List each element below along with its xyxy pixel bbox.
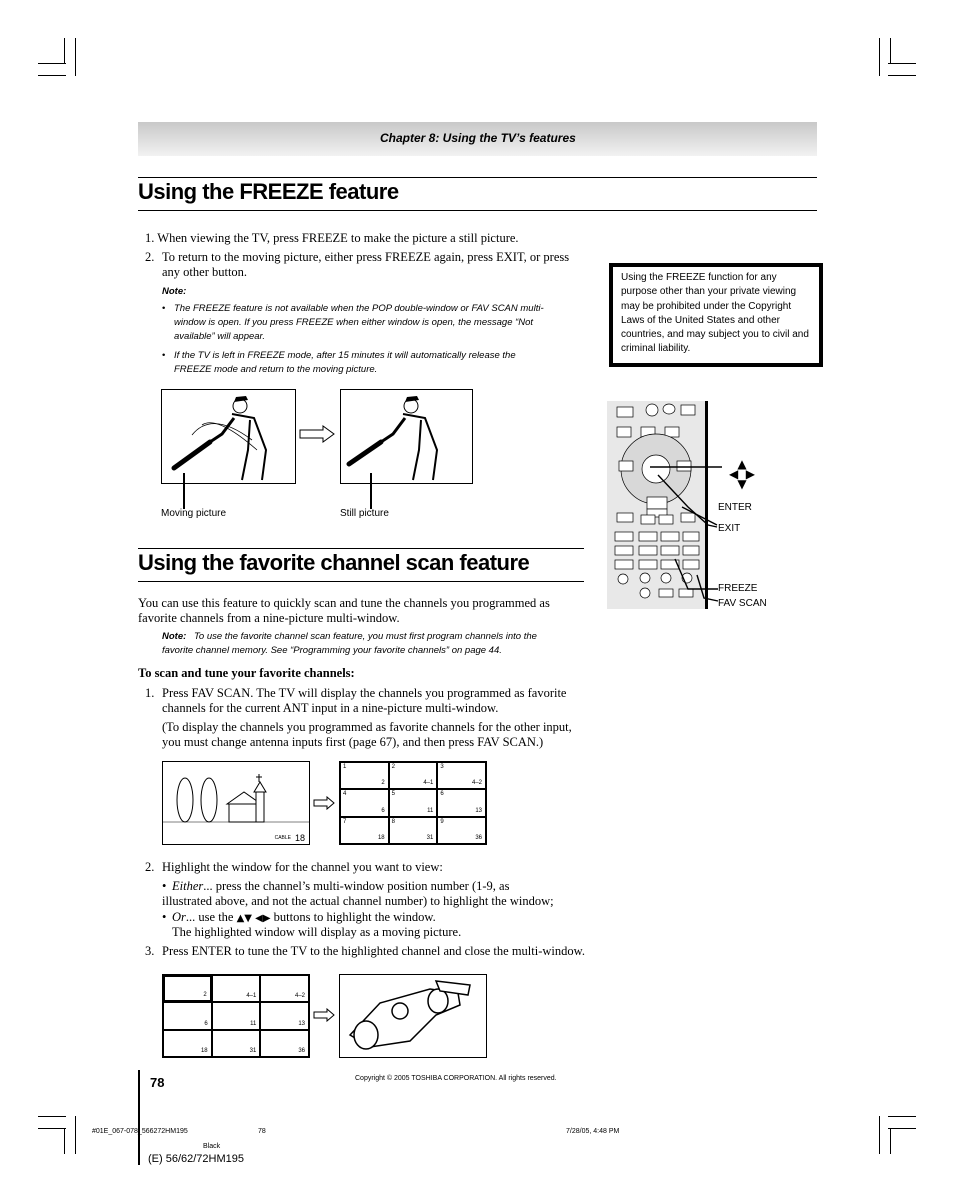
fav-step-1b: (To display the channels you programmed as favorite channels for the other input, you must change antenna inputs first (page 67), and then press FAV SCAN.): [162, 720, 572, 749]
file-page: 78: [258, 1128, 266, 1135]
grid-cell: 6: [163, 1002, 212, 1029]
bullet: •: [162, 879, 167, 893]
copyright-warning-box: Using the FREEZE function for any purpose other than your private viewing may be prohibited under the Copyright Laws of the United States and other countries, and may subject you to civil and criminal liability.: [609, 263, 823, 367]
bullet: •: [162, 350, 166, 361]
still-picture-frame: [340, 389, 473, 484]
fav-step-3: Press ENTER to tune the TV to the highlighted channel and close the multi-window.: [162, 944, 585, 958]
fav-subheading: To scan and tune your favorite channels:: [138, 666, 355, 680]
copyright: Copyright © 2005 TOSHIBA CORPORATION. All rights reserved.: [355, 1075, 557, 1082]
moving-picture-caption: Moving picture: [161, 508, 227, 519]
grid-cell: 1 2: [340, 762, 389, 789]
crop-mark: [888, 1128, 916, 1129]
section-rule: [138, 210, 817, 211]
crop-mark: [879, 1116, 880, 1154]
crop-mark: [888, 75, 916, 76]
grid-cell: 4–1: [212, 975, 261, 1002]
bullet: •: [162, 303, 166, 314]
grid-cell: 4–2: [260, 975, 309, 1002]
fav-either-block: [162, 879, 562, 909]
crop-mark: [888, 1116, 916, 1117]
freeze-note-1: The FREEZE feature is not available when the POP double-window or FAV SCAN multi-window is open. If you press FREEZE when either window is open, the message “Not available” will appear.: [174, 303, 544, 342]
grid-cell: 9 36: [437, 817, 486, 844]
batter-illustration: [162, 390, 295, 483]
cable-channel: 18: [294, 833, 305, 843]
crop-mark: [890, 38, 891, 64]
tuned-channel-picture: [339, 974, 487, 1058]
grid-cell: 3 4–2: [437, 762, 486, 789]
or-post: buttons to highlight the window.: [273, 910, 436, 924]
fav-heading: Using the favorite channel scan feature: [138, 550, 530, 575]
section-rule: [138, 548, 584, 549]
arrow-right-icon: [299, 425, 335, 443]
model-number: (E) 56/62/72HM195: [148, 1153, 244, 1165]
either-text: ... press the channel’s multi-window position number (1-9, as illustrated above, and not the actual channel number) to highlight the window;: [162, 879, 554, 908]
grid-cell: 11: [212, 1002, 261, 1029]
grid-cell-highlighted: 2: [163, 975, 212, 1002]
batter-illustration: [341, 390, 472, 483]
fav-step-1: Press FAV SCAN. The TV will display the channels you programmed as favorite channels for the current ANT input in a nine-picture multi-window.: [162, 686, 567, 715]
arrow-keys-icon: ▲ ◀ ▶ ▼: [728, 457, 756, 491]
fav-step-2-number: 2.: [145, 860, 155, 874]
arrow-right-icon: [313, 1008, 335, 1022]
nine-picture-grid: [339, 761, 487, 845]
section-rule: [138, 177, 817, 178]
crop-mark: [38, 63, 66, 64]
bullet: •: [162, 910, 167, 924]
freeze-step-2: To return to the moving picture, either press FREEZE again, press EXIT, or press any other button.: [162, 250, 570, 279]
caption-pointer: [370, 473, 372, 509]
single-channel-picture: [162, 761, 310, 845]
fav-or-line-2: The highlighted window will display as a moving picture.: [172, 925, 462, 939]
section-rule: [138, 581, 584, 582]
crop-mark: [75, 1116, 76, 1154]
exit-label: EXIT: [718, 523, 741, 534]
nine-picture-grid: [162, 974, 310, 1058]
fav-step-1-number: 1.: [145, 686, 155, 700]
crop-mark: [879, 38, 880, 76]
freeze-step-2-number: 2.: [145, 250, 155, 264]
freeze-note-label: Note:: [162, 286, 187, 297]
crop-mark: [64, 38, 65, 64]
fav-note: To use the favorite channel scan feature, you must first program channels into the favorite channel memory. See “Programming your favorite channels” on page 44.: [162, 631, 537, 656]
freeze-label: FREEZE: [718, 583, 758, 594]
fav-scan-label: FAV SCAN: [718, 598, 767, 609]
either-label: Either: [172, 879, 204, 893]
grid-cell: 18: [163, 1030, 212, 1057]
page-number: 78: [150, 1075, 165, 1090]
arrow-keys-icon: ▲▼ ◀▶: [236, 913, 271, 924]
landscape-illustration: [163, 762, 309, 844]
cable-label: CABLE: [274, 835, 291, 841]
crop-mark: [64, 1128, 65, 1154]
arrow-right-icon: [313, 796, 335, 810]
crop-mark: [38, 1128, 66, 1129]
fav-note-label: Note:: [162, 631, 187, 642]
grid-cell: 4 6: [340, 789, 389, 816]
file-date: 7/28/05, 4:48 PM: [566, 1128, 620, 1135]
race-car-illustration: [340, 975, 486, 1057]
fav-step-2: Highlight the window for the channel you want to view:: [162, 860, 443, 874]
crop-mark: [888, 63, 916, 64]
freeze-heading: Using the FREEZE feature: [138, 179, 399, 204]
grid-cell: 2 4–1: [389, 762, 438, 789]
enter-label: ENTER: [718, 502, 752, 513]
moving-picture-frame: [161, 389, 296, 484]
freeze-note-2: If the TV is left in FREEZE mode, after 15 minutes it will automatically release the FREEZE mode and return to the moving picture.: [174, 350, 516, 375]
grid-cell: 8 31: [389, 817, 438, 844]
crop-mark: [38, 1116, 66, 1117]
or-label: Or: [172, 910, 186, 924]
or-pre: ... use the: [185, 910, 234, 924]
file-name: #01E_067-078_566272HM195: [92, 1128, 188, 1135]
grid-cell: 6 13: [437, 789, 486, 816]
grid-cell: 31: [212, 1030, 261, 1057]
fav-step-3-number: 3.: [145, 944, 155, 958]
still-picture-caption: Still picture: [340, 508, 389, 519]
freeze-step-1: 1. When viewing the TV, press FREEZE to make the picture a still picture.: [145, 231, 519, 245]
caption-pointer: [183, 473, 185, 509]
crop-mark: [38, 75, 66, 76]
crop-mark: [75, 38, 76, 76]
grid-cell: 36: [260, 1030, 309, 1057]
color-label: Black: [203, 1143, 221, 1150]
crop-mark: [890, 1128, 891, 1154]
grid-cell: 13: [260, 1002, 309, 1029]
grid-cell: 5 11: [389, 789, 438, 816]
fav-intro: You can use this feature to quickly scan and tune the channels you programmed as favorite channels from a nine-picture multi-window.: [138, 596, 550, 625]
fav-or-line: [172, 910, 572, 926]
chapter-title: Chapter 8: Using the TV’s features: [380, 131, 576, 145]
grid-cell: 7 18: [340, 817, 389, 844]
page-number-rule: [138, 1070, 140, 1165]
